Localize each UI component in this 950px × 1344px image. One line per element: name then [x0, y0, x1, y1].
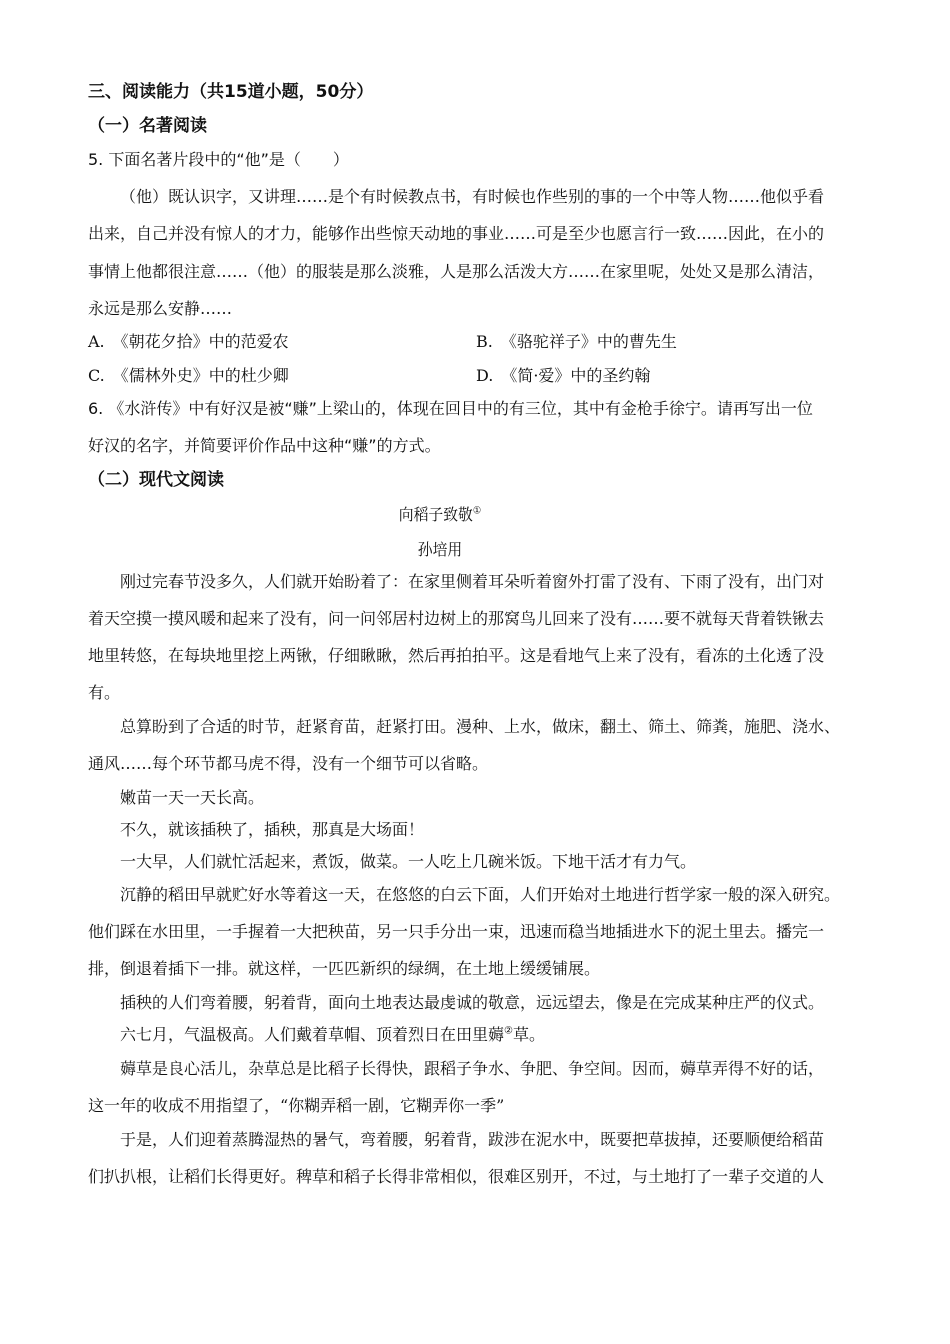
article-line: 刚过完春节没多久，人们就开始盼着了：在家里侧着耳朵听着窗外打雷了没有、下雨了没有，出门对 [120, 572, 825, 591]
article-line-text: 六七月，气温极高。人们戴着草帽、顶着烈日在田里薅 [120, 1025, 505, 1044]
q5-passage-line: 永远是那么安静…… [88, 299, 233, 318]
footnote-marker: ② [504, 1025, 513, 1037]
option-a: A. 《朝花夕拾》中的范爱农 [88, 332, 289, 351]
q5-passage-line: （他）既认识字，又讲理……是个有时候教点书，有时候也作些别的事的一个中等人物……他似乎看 [120, 187, 825, 206]
article-line: 排，倒退着插下一排。就这样，一匹匹新织的绿绸，在土地上缓缓铺展。 [88, 959, 601, 978]
question-5-stem: 5. 下面名著片段中的“他”是（ ） [88, 150, 349, 169]
question-6-line: 6. 《水浒传》中有好汉是被“赚”上梁山的，体现在回目中的有三位，其中有金枪手徐宁。请再写出一位 [88, 399, 813, 418]
question-6-line: 好汉的名字，并简要评价作品中这种“赚”的方式。 [88, 436, 441, 455]
article-line: 他们踩在水田里，一手握着一大把秧苗，另一只手分出一束，迅速而稳当地插进水下的泥土里去。播完一 [88, 922, 825, 941]
article-line: 们扒扒根，让稻们长得更好。稗草和稻子长得非常相似，很难区别开，不过，与土地打了一辈子交道的人 [88, 1167, 825, 1186]
q5-passage-line: 出来，自己并没有惊人的才力，能够作出些惊天动地的事业……可是至少也愿言行一致……因此，在小的 [88, 224, 825, 243]
article-line-tail: 草。 [512, 1025, 545, 1044]
part1-title: （一）名著阅读 [88, 116, 207, 136]
article-title [0, 505, 880, 525]
article-line: 薅草是良心活儿，杂草总是比稻子长得快，跟稻子争水、争肥、争空间。因而，薅草弄得不好的话， [120, 1059, 825, 1078]
article-line: 一大早，人们就忙活起来，煮饭，做菜。一人吃上几碗米饭。下地干活才有力气。 [120, 852, 697, 871]
footnote-marker: ① [472, 505, 482, 517]
article-title-text: 向稻子致敬 [398, 505, 473, 524]
option-c: C. 《儒林外史》中的杜少卿 [88, 366, 289, 385]
article-author: 孙培用 [417, 540, 463, 559]
article-line: 不久，就该插秧了，插秧，那真是大场面！ [120, 820, 425, 839]
article-line: 嫩苗一天一天长高。 [120, 788, 265, 807]
option-d: D. 《简·爱》中的圣约翰 [476, 366, 651, 385]
article-line: 有。 [88, 683, 121, 702]
article-line: 着天空摸一摸风暖和起来了没有，问一问邻居村边树上的那窝鸟儿回来了没有……要不就每天背着铁锹去 [88, 609, 825, 628]
part2-title: （二）现代文阅读 [88, 470, 224, 490]
q5-passage-line: 事情上他都很注意……（他）的服装是那么淡雅，人是那么活泼大方……在家里呢，处处又是那么清洁， [88, 262, 825, 281]
article-line: 沉静的稻田早就贮好水等着这一天，在悠悠的白云下面，人们开始对土地进行哲学家一般的深入研究。 [120, 885, 841, 904]
section-title: 三、阅读能力（共15道小题，50分） [88, 82, 374, 102]
article-line: 总算盼到了合适的时节，赶紧育苗，赶紧打田。漫种、上水，做床，翻土、筛土、筛粪，施肥、浇水、 [120, 717, 841, 736]
article-line: 地里转悠，在每块地里挖上两锹，仔细瞅瞅，然后再拍拍平。这是看地气上来了没有，看冻的土化透了没 [88, 646, 825, 665]
article-line: 插秧的人们弯着腰，躬着背，面向土地表达最虔诚的敬意，远远望去，像是在完成某种庄严的仪式。 [120, 993, 825, 1012]
option-b: B. 《骆驼祥子》中的曹先生 [476, 332, 677, 351]
article-line: 这一年的收成不用指望了，“你糊弄稻一剧，它糊弄你一季” [88, 1096, 505, 1115]
article-line [120, 1025, 545, 1045]
article-line: 通风……每个环节都马虎不得，没有一个细节可以省略。 [88, 754, 489, 773]
article-line: 于是，人们迎着蒸腾湿热的暑气，弯着腰，躬着背，跋涉在泥水中，既要把草拔掉，还要顺便给稻苗 [120, 1130, 825, 1149]
